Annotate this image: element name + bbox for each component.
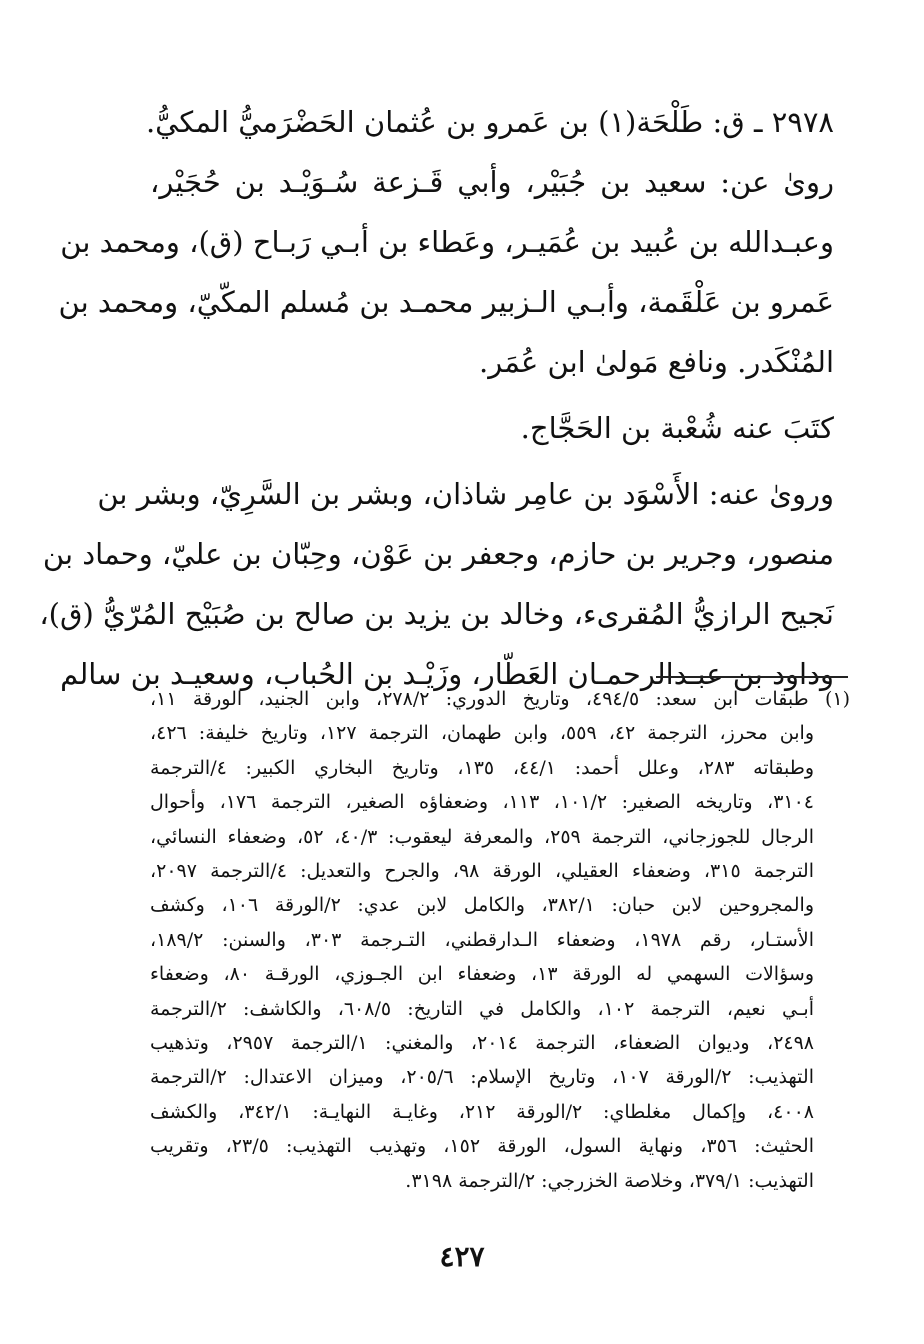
narrated-from-line: روىٰ عن: سعيد بن جُبَيْر، وأبي قَـزعة سُـوَيْـد بن حُجَيْر، bbox=[150, 165, 834, 199]
narrated-from-line: المُنْكَدر. ونافع مَولىٰ ابن عُمَر. bbox=[479, 345, 834, 379]
footnote-line: الحثيث: ٣٥٦، ونهاية السول، الورقة ١٥٢، وتهذيب التهذيب: ٢٣/٥، وتقريب bbox=[150, 1135, 814, 1158]
footnote-line: الرجال للجوزجاني، الترجمة ٢٥٩، والمعرفة ليعقوب: ٤٠/٣، ٥٢، وضعفاء النسائي، bbox=[150, 825, 814, 848]
footnote-line: وسؤالات السهمي له الورقة ١٣، وضعفاء ابن الجـوزي، الورقـة ٨٠، وضعفاء bbox=[150, 963, 814, 986]
footnotes bbox=[150, 682, 850, 1198]
narrated-by-line: وداود بن عبـدالرحمـان العَطّار، وزَيْـد بن الحُباب، وسعيـد بن سالم bbox=[60, 657, 834, 691]
footnote-line: ٣١٠٤، وتاريخه الصغير: ١٠١/٢، ١١٣، وضعفاؤه الصغير، الترجمة ١٧٦، وأحوال bbox=[150, 791, 815, 814]
narrated-by-line: منصور، وجرير بن حازم، وجعفر بن عَوْن، وحِبّان بن عليّ، وحماد بن bbox=[42, 537, 834, 571]
entry-title: ٢٩٧٨ ـ ق: طَلْحَة(١) بن عَمرو بن عُثمان الحَضْرَميُّ المكيُّ. bbox=[145, 105, 834, 139]
footnote-line: وابن محرز، الترجمة ٤٢، ٥٥٩، وابن طهمان، الترجمة ١٢٧، وتاريخ خليفة: ٤٢٦، bbox=[150, 722, 815, 745]
narrated-by-line: نَجيح الرازيُّ المُقرىء، وخالد بن يزيد بن صالح بن صُبَيْح المُرّيُّ (ق)، bbox=[39, 597, 834, 631]
footnote-line: والمجروحين لابن حبان: ٣٨٢/١، والكامل لابن عدي: ٢/الورقة ١٠٦، وكشف bbox=[150, 894, 814, 917]
footnote-separator bbox=[656, 676, 848, 678]
footnote-line: (١) طبقات ابن سعد: ٤٩٤/٥، وتاريخ الدوري: ٢٧٨/٢، وابن الجنيد، الورقة ١١، bbox=[150, 688, 850, 710]
footnote-line: أبـي نعيم، الترجمة ١٠٢، والكامل في التاريخ: ٦٠٨/٥، والكاشف: ٢/الترجمة bbox=[150, 997, 814, 1020]
biography-entry bbox=[39, 92, 834, 704]
footnote-line: الأستـار، رقم ١٩٧٨، وضعفاء الـدارقطني، التـرجمة ٣٠٣، والسنن: ١٨٩/٢، bbox=[150, 928, 814, 951]
footnote-line: ٤٠٠٨، وإكمال مغلطاي: ٢/الورقة ٢١٢، وغايـة النهايـة: ٣٤٢/١، والكشف bbox=[150, 1100, 814, 1123]
wrote-from-line: كتَبَ عنه شُعْبة بن الحَجَّاج. bbox=[520, 411, 834, 445]
footnote-line: ٢٤٩٨، وديوان الضعفاء، الترجمة ٢٠١٤، والمغني: ١/الترجمة ٢٩٥٧، وتذهيب bbox=[150, 1032, 815, 1055]
footnote-line: وطبقاته ٢٨٣، وعلل أحمد: ٤٤/١، ١٣٥، وتاريخ البخاري الكبير: ٤/الترجمة bbox=[150, 756, 815, 779]
footnote-line: الترجمة ٣١٥، وضعفاء العقيلي، الورقة ٩٨، والجرح والتعديل: ٤/الترجمة ٢٠٩٧، bbox=[150, 860, 814, 883]
page-number: ٤٢٧ bbox=[439, 1240, 485, 1273]
footnote-line: التهذيب: ٢/الورقة ١٠٧، وتاريخ الإسلام: ٢٠٥/٦، وميزان الاعتدال: ٢/الترجمة bbox=[150, 1066, 814, 1089]
narrated-by-line: وروىٰ عنه: الأَسْوَد بن عامِر شاذان، وبشر بن السَّرِيّ، وبشر بن bbox=[97, 477, 834, 511]
footnote-line: التهذيب: ٣٧٩/١، وخلاصة الخزرجي: ٢/الترجمة ٣١٩٨. bbox=[405, 1169, 814, 1192]
narrated-from-line: عَمرو بن عَلْقَمة، وأبـي الـزبير محمـد بن مُسلم المكّيّ، ومحمد بن bbox=[58, 285, 834, 319]
narrated-from-line: وعبـدالله بن عُبيد بن عُمَيـر، وعَطاء بن أبـي رَبـاح (ق)، ومحمد بن bbox=[60, 225, 834, 259]
